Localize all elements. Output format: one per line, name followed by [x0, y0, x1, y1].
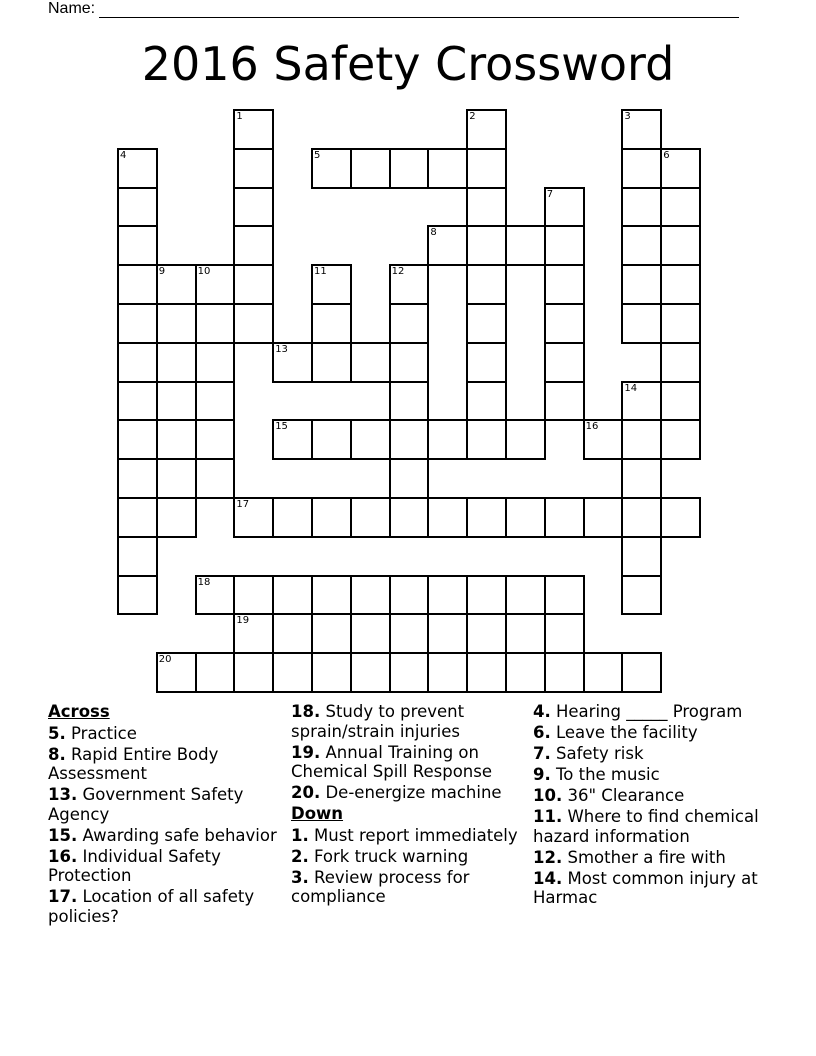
crossword-cell[interactable]	[621, 264, 662, 305]
crossword-cell[interactable]	[660, 187, 701, 228]
clues-column-2	[291, 702, 523, 908]
crossword-cell[interactable]	[621, 419, 662, 460]
crossword-cell[interactable]	[117, 536, 158, 577]
crossword-cell[interactable]	[117, 264, 158, 305]
cell-number: 3	[624, 111, 631, 122]
name-underline[interactable]	[99, 3, 739, 18]
crossword-cell[interactable]	[117, 381, 158, 422]
crossword-cell[interactable]	[466, 264, 507, 305]
crossword-cell[interactable]	[311, 342, 352, 383]
crossword-cell[interactable]	[466, 497, 507, 538]
clue-number: 4.	[533, 702, 551, 721]
crossword-cell[interactable]	[195, 458, 236, 499]
crossword-cell[interactable]	[660, 342, 701, 383]
clue-text: Leave the facility	[550, 723, 698, 742]
crossword-cell[interactable]	[311, 419, 352, 460]
crossword-cell[interactable]	[466, 575, 507, 616]
crossword-cell[interactable]	[544, 652, 585, 693]
crossword-cell[interactable]	[544, 613, 585, 654]
crossword-cell[interactable]	[389, 303, 430, 344]
crossword-cell[interactable]	[156, 419, 197, 460]
crossword-cell[interactable]	[660, 303, 701, 344]
crossword-cell[interactable]	[350, 148, 391, 189]
clue-item	[48, 887, 280, 926]
crossword-cell[interactable]	[505, 652, 546, 693]
crossword-cell[interactable]	[117, 497, 158, 538]
clue-list-col3	[533, 702, 769, 908]
crossword-cell[interactable]	[350, 575, 391, 616]
crossword-cell[interactable]	[621, 575, 662, 616]
crossword-cell[interactable]	[117, 187, 158, 228]
crossword-cell[interactable]	[660, 148, 701, 189]
clue-number: 9.	[533, 765, 551, 784]
crossword-cell[interactable]	[427, 497, 468, 538]
clue-number: 11.	[533, 807, 563, 826]
crossword-cell[interactable]	[195, 381, 236, 422]
crossword-cell[interactable]	[156, 264, 197, 305]
crossword-cell[interactable]	[389, 613, 430, 654]
crossword-cell[interactable]	[311, 264, 352, 305]
clue-number: 16.	[48, 846, 78, 866]
crossword-cell[interactable]	[233, 225, 274, 266]
clue-text: Fork truck warning	[308, 846, 469, 866]
crossword-cell[interactable]	[311, 613, 352, 654]
clue-number: 14.	[533, 868, 563, 888]
crossword-cell[interactable]	[117, 342, 158, 383]
crossword-cell[interactable]	[195, 264, 236, 305]
crossword-cell[interactable]	[621, 303, 662, 344]
crossword-cell[interactable]	[505, 613, 546, 654]
crossword-cell[interactable]	[156, 303, 197, 344]
crossword-cell[interactable]	[156, 342, 197, 383]
clue-item	[533, 744, 769, 764]
name-field[interactable]	[48, 0, 739, 18]
crossword-cell[interactable]	[311, 575, 352, 616]
crossword-cell[interactable]	[466, 613, 507, 654]
crossword-cell[interactable]	[233, 148, 274, 189]
crossword-cell[interactable]	[544, 225, 585, 266]
crossword-cell[interactable]	[272, 419, 313, 460]
crossword-cell[interactable]	[544, 497, 585, 538]
crossword-cell[interactable]	[466, 652, 507, 693]
crossword-cell[interactable]	[660, 264, 701, 305]
clue-number: 17.	[48, 887, 78, 906]
clue-number: 10.	[533, 786, 563, 805]
cell-number: 13	[275, 343, 288, 355]
cell-number: 15	[275, 421, 288, 433]
cell-number: 7	[546, 188, 554, 200]
crossword-cell[interactable]	[389, 381, 430, 422]
crossword-cell[interactable]	[466, 148, 507, 189]
cell-number: 4	[120, 149, 127, 161]
clue-text: Rapid Entire Body Assessment	[48, 744, 219, 783]
crossword-cell[interactable]	[311, 148, 352, 189]
crossword-cell[interactable]	[233, 109, 274, 150]
clue-item	[48, 847, 280, 886]
crossword-cell[interactable]	[389, 342, 430, 383]
clue-number: 7.	[533, 744, 551, 763]
clues-column-1	[48, 702, 280, 928]
cell-number: 14	[624, 382, 638, 394]
crossword-cell[interactable]	[233, 652, 274, 693]
crossword-cell[interactable]	[233, 264, 274, 305]
crossword-cell[interactable]	[621, 497, 662, 538]
page-title: 2016 Safety Crossword	[141, 37, 675, 91]
crossword-cell[interactable]	[233, 575, 274, 616]
clue-text: Study to prevent sprain/strain injuries	[291, 702, 465, 741]
crossword-cell[interactable]	[583, 497, 624, 538]
clue-number: 12.	[533, 847, 563, 867]
crossword-cell[interactable]	[389, 148, 430, 189]
crossword-cell[interactable]	[389, 264, 430, 305]
clue-item	[291, 868, 523, 907]
cell-number: 2	[469, 111, 476, 122]
crossword-cell[interactable]	[505, 497, 546, 538]
crossword-cell[interactable]	[660, 497, 701, 538]
clue-text: Where to find chemical hazard information	[533, 807, 759, 846]
crossword-cell[interactable]	[427, 613, 468, 654]
clue-text: Awarding safe behavior	[77, 825, 277, 845]
cell-number: 20	[158, 654, 172, 666]
clue-item	[533, 786, 769, 806]
clue-number: 18.	[291, 702, 321, 721]
clue-number: 1.	[291, 825, 309, 845]
clue-number: 6.	[533, 723, 551, 742]
crossword-cell[interactable]	[117, 303, 158, 344]
crossword-cell[interactable]	[195, 342, 236, 383]
clue-text: Annual Training on Chemical Spill Response	[291, 742, 492, 781]
cell-number: 1	[236, 111, 243, 122]
crossword-cell[interactable]	[350, 652, 391, 693]
clue-text: Must report immediately	[308, 825, 518, 845]
clue-number: 13.	[48, 785, 78, 804]
crossword-cell[interactable]	[117, 419, 158, 460]
cell-number: 11	[314, 266, 327, 278]
crossword-cell[interactable]	[195, 303, 236, 344]
clue-item	[533, 869, 769, 908]
crossword-cell[interactable]	[117, 225, 158, 266]
crossword-cell[interactable]	[156, 458, 197, 499]
crossword-cell[interactable]	[660, 225, 701, 266]
crossword-cell[interactable]	[389, 419, 430, 460]
crossword-cell[interactable]	[350, 342, 391, 383]
clue-list-col1	[48, 724, 280, 927]
crossword-cell[interactable]	[505, 575, 546, 616]
crossword-cell[interactable]	[466, 342, 507, 383]
clue-number: 8.	[48, 744, 66, 764]
clue-item	[291, 702, 523, 741]
clue-number: 20.	[291, 783, 321, 802]
clue-item	[533, 765, 769, 785]
crossword-cell[interactable]	[427, 652, 468, 693]
crossword-cell[interactable]	[389, 497, 430, 538]
clue-item	[533, 723, 769, 743]
crossword-cell[interactable]	[505, 225, 546, 266]
clue-text: Review process for compliance	[291, 867, 470, 906]
clue-item	[48, 745, 280, 784]
cell-number: 16	[585, 421, 599, 433]
cell-number: 10	[197, 266, 211, 278]
crossword-cell[interactable]	[156, 497, 197, 538]
cell-number: 6	[663, 149, 670, 161]
across-heading: Across	[48, 702, 110, 721]
crossword-cell[interactable]	[272, 652, 313, 693]
crossword-cell[interactable]	[466, 187, 507, 228]
crossword-cell[interactable]	[195, 419, 236, 460]
crossword-cell[interactable]	[272, 613, 313, 654]
crossword-cell[interactable]	[272, 342, 313, 383]
crossword-cell[interactable]	[117, 458, 158, 499]
crossword-cell[interactable]	[427, 419, 468, 460]
crossword-cell[interactable]	[350, 497, 391, 538]
cell-number: 17	[236, 499, 250, 510]
crossword-cell[interactable]	[544, 303, 585, 344]
crossword-cell[interactable]	[621, 652, 662, 693]
clue-number: 3.	[291, 867, 309, 887]
clue-text: Government Safety Agency	[48, 785, 244, 824]
cell-number: 12	[391, 266, 405, 278]
clue-text: Hearing _____ Program	[550, 702, 743, 721]
clues-column-3	[533, 702, 769, 909]
crossword-cell[interactable]	[544, 342, 585, 383]
crossword-cell[interactable]	[117, 148, 158, 189]
clue-item	[48, 826, 280, 846]
crossword-cell[interactable]	[233, 497, 274, 538]
crossword-cell[interactable]	[117, 575, 158, 616]
cell-number: 18	[197, 576, 211, 588]
crossword-cell[interactable]	[195, 652, 236, 693]
crossword-cell[interactable]	[389, 458, 430, 499]
cell-number: 9	[158, 266, 166, 278]
crossword-cell[interactable]	[544, 187, 585, 228]
clue-item	[48, 785, 280, 824]
cell-number: 19	[236, 615, 250, 627]
crossword-cell[interactable]	[583, 652, 624, 693]
crossword-cell[interactable]	[233, 187, 274, 228]
crossword-cell[interactable]	[350, 613, 391, 654]
crossword-cell[interactable]	[389, 652, 430, 693]
crossword-cell[interactable]	[621, 109, 662, 150]
crossword-cell[interactable]	[621, 458, 662, 499]
clue-text: Smother a fire with	[562, 847, 726, 867]
cell-number: 8	[430, 227, 437, 239]
crossword-cell[interactable]	[272, 497, 313, 538]
clue-item	[291, 826, 523, 846]
crossword-cell[interactable]	[544, 264, 585, 305]
crossword-cell[interactable]	[466, 419, 507, 460]
clue-text: Practice	[65, 723, 137, 743]
clue-list-col2-down	[291, 826, 523, 907]
crossword-cell[interactable]	[544, 381, 585, 422]
crossword-cell[interactable]	[466, 109, 507, 150]
crossword-cell[interactable]	[583, 419, 624, 460]
crossword-cell[interactable]	[544, 575, 585, 616]
crossword-cell[interactable]	[621, 148, 662, 189]
crossword-cell[interactable]	[505, 419, 546, 460]
crossword-cell[interactable]	[272, 575, 313, 616]
clue-item	[291, 783, 523, 803]
crossword-cell[interactable]	[621, 225, 662, 266]
crossword-cell[interactable]	[621, 381, 662, 422]
crossword-cell[interactable]	[233, 613, 274, 654]
crossword-cell[interactable]	[156, 381, 197, 422]
clue-text: De-energize machine	[320, 783, 502, 802]
crossword-cell[interactable]	[621, 536, 662, 577]
crossword-cell[interactable]	[427, 225, 468, 266]
clue-number: 5.	[48, 723, 66, 743]
clue-number: 2.	[291, 846, 309, 866]
clue-item	[533, 848, 769, 868]
clue-number: 19.	[291, 742, 321, 762]
crossword-cell[interactable]	[311, 497, 352, 538]
crossword-cell[interactable]	[427, 575, 468, 616]
crossword-cell[interactable]	[621, 187, 662, 228]
crossword-cell[interactable]	[350, 419, 391, 460]
clue-text: Location of all safety policies?	[48, 887, 255, 926]
crossword-cell[interactable]	[466, 381, 507, 422]
crossword-cell[interactable]	[311, 303, 352, 344]
crossword-cell[interactable]	[389, 575, 430, 616]
clue-text: To the music	[550, 765, 660, 784]
down-heading: Down	[291, 804, 344, 823]
clue-list-col2-across	[291, 702, 523, 803]
crossword-cell[interactable]	[233, 303, 274, 344]
crossword-cell[interactable]	[466, 225, 507, 266]
clue-text: Most common injury at Harmac	[533, 868, 758, 907]
clue-item	[48, 724, 280, 744]
crossword-cell[interactable]	[195, 575, 236, 616]
clue-text: Individual Safety Protection	[48, 846, 221, 885]
name-label: Name:	[48, 0, 96, 17]
clue-text: Safety risk	[550, 744, 644, 763]
cell-number: 5	[314, 149, 321, 161]
crossword-cell[interactable]	[466, 303, 507, 344]
clue-item	[291, 743, 523, 782]
clue-text: 36" Clearance	[562, 786, 685, 805]
crossword-cell[interactable]	[660, 419, 701, 460]
clue-item	[291, 847, 523, 867]
clue-item	[533, 702, 769, 722]
clue-number: 15.	[48, 825, 78, 845]
crossword-cell[interactable]	[660, 381, 701, 422]
crossword-cell[interactable]	[156, 652, 197, 693]
crossword-cell[interactable]	[311, 652, 352, 693]
crossword-cell[interactable]	[427, 148, 468, 189]
clue-item	[533, 807, 769, 846]
